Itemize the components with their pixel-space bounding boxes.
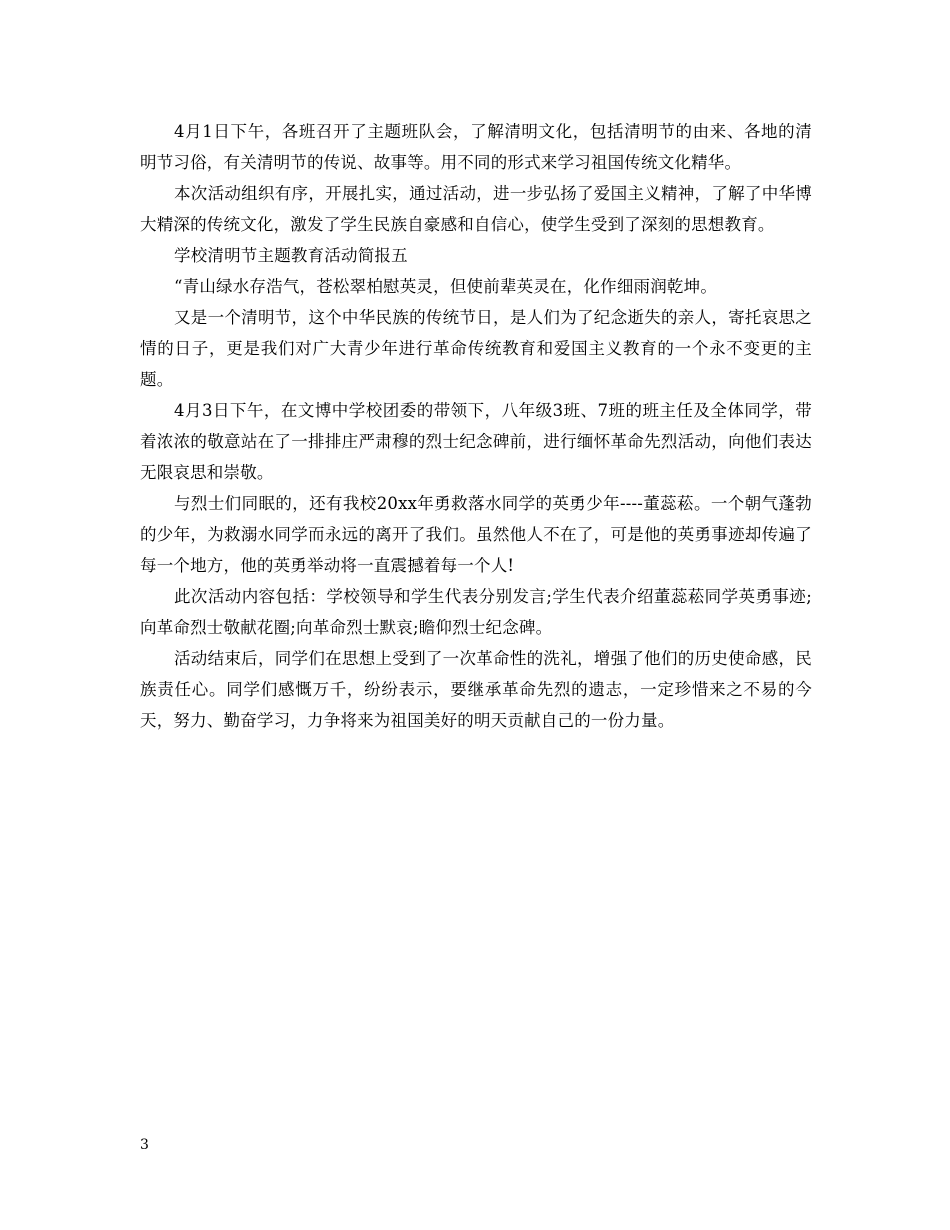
paragraph: 4月3日下午，在文博中学校团委的带领下，八年级3班、7班的班主任及全体同学，带着浓浓的敬意站在了一排排庄严肃穆的烈士纪念碑前，进行缅怀革命先烈活动，向他们表达无限哀思和崇敬。 [140,401,812,482]
document-body [140,116,812,736]
paragraph: 与烈士们同眠的，还有我校20xx年勇救落水同学的英勇少年----董蕊菘。一个朝气蓬勃的少年，为救溺水同学而永远的离开了我们。虽然他人不在了，可是他的英勇事迹却传遍了每一个地方，他的英勇举动将一直震撼着每一个人! [140,494,812,575]
paragraph: “青山绿水存浩气，苍松翠柏慰英灵，但使前辈英灵在，化作细雨润乾坤。 [174,277,718,296]
section-heading: 学校清明节主题教育活动简报五 [174,246,408,265]
paragraph: 本次活动组织有序，开展扎实，通过活动，进一步弘扬了爱国主义精神，了解了中华博大精深的传统文化，激发了学生民族自豪感和自信心，使学生受到了深刻的思想教育。 [140,184,812,234]
page-number: 3 [140,1137,149,1153]
paragraph: 又是一个清明节，这个中华民族的传统节日，是人们为了纪念逝失的亲人，寄托哀思之情的日子，更是我们对广大青少年进行革命传统教育和爱国主义教育的一个永不变更的主题。 [140,308,812,389]
paragraph: 4月1日下午，各班召开了主题班队会，了解清明文化，包括清明节的由来、各地的清明节习俗，有关清明节的传说、故事等。用不同的形式来学习祖国传统文化精华。 [140,122,812,172]
paragraph: 此次活动内容包括：学校领导和学生代表分别发言;学生代表介绍董蕊菘同学英勇事迹;向革命烈士敬献花圈;向革命烈士默哀;瞻仰烈士纪念碑。 [140,587,812,637]
paragraph: 活动结束后，同学们在思想上受到了一次革命性的洗礼，增强了他们的历史使命感，民族责任心。同学们感慨万千，纷纷表示，要继承革命先烈的遗志，一定珍惜来之不易的今天，努力、勤奋学习，力争将来为祖国美好的明天贡献自己的一份力量。 [140,649,812,730]
